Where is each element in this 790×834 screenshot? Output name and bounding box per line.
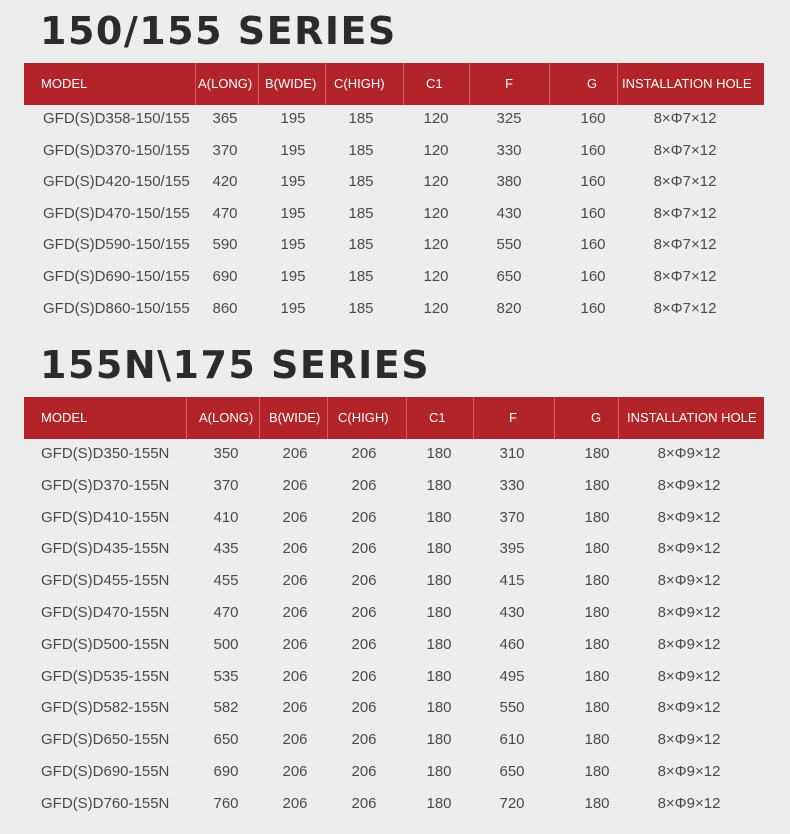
table-row (0, 692, 790, 724)
g-cell: 160 (580, 204, 606, 222)
table-row (0, 597, 790, 629)
c1-cell: 180 (426, 763, 452, 780)
a-long-cell: 860 (212, 299, 238, 317)
column-header-g: G (587, 76, 598, 91)
f-cell: 460 (499, 635, 525, 653)
f-cell: 395 (499, 540, 525, 558)
c-high-cell: 206 (351, 445, 377, 462)
c1-cell: 180 (426, 540, 452, 558)
f-cell: 325 (496, 110, 522, 127)
c-high-cell: 185 (348, 141, 374, 159)
table-header (24, 397, 764, 439)
column-header-c1: C1 (429, 410, 446, 425)
table-row (0, 438, 790, 470)
c-high-cell: 206 (351, 635, 377, 653)
c-high-cell: 206 (351, 540, 377, 558)
g-cell: 180 (584, 604, 610, 621)
c1-cell: 180 (426, 667, 452, 685)
b-wide-cell: 195 (280, 299, 306, 317)
model-cell: GFD(S)D420-150/155 (43, 173, 190, 191)
installation-hole-cell: 8×Φ9×12 (657, 508, 721, 526)
g-cell: 180 (584, 667, 610, 685)
c-high-cell: 185 (348, 236, 374, 254)
model-cell: GFD(S)D370-155N (41, 476, 170, 494)
b-wide-cell: 206 (282, 731, 308, 749)
b-wide-cell: 195 (280, 141, 306, 159)
table-row (0, 293, 790, 325)
c1-cell: 180 (426, 794, 452, 812)
b-wide-cell: 206 (282, 508, 308, 526)
installation-hole-cell: 8×Φ7×12 (653, 236, 717, 254)
g-cell: 180 (584, 635, 610, 653)
table-row (0, 198, 790, 230)
model-cell: GFD(S)D760-155N (41, 794, 170, 812)
column-header-c-high: C(HIGH) (334, 76, 385, 91)
f-cell: 650 (499, 763, 525, 780)
column-divider (618, 397, 619, 439)
installation-hole-cell: 8×Φ9×12 (657, 540, 721, 558)
a-long-cell: 370 (212, 141, 238, 159)
a-long-cell: 500 (213, 635, 239, 653)
g-cell: 160 (580, 141, 606, 159)
installation-hole-cell: 8×Φ7×12 (653, 299, 717, 317)
a-long-cell: 690 (212, 268, 238, 285)
g-cell: 160 (580, 110, 606, 127)
model-cell: GFD(S)D500-155N (41, 635, 170, 653)
f-cell: 380 (496, 173, 522, 191)
column-divider (403, 63, 404, 105)
g-cell: 180 (584, 572, 610, 590)
c1-cell: 120 (423, 236, 449, 254)
table-row (0, 103, 790, 135)
b-wide-cell: 206 (282, 476, 308, 494)
a-long-cell: 470 (213, 604, 239, 621)
column-divider (406, 397, 407, 439)
table-row (0, 135, 790, 167)
c1-cell: 120 (423, 268, 449, 285)
table-row (0, 261, 790, 293)
f-cell: 330 (496, 141, 522, 159)
column-divider (554, 397, 555, 439)
f-cell: 415 (499, 572, 525, 590)
column-divider (473, 397, 474, 439)
c-high-cell: 206 (351, 794, 377, 812)
c-high-cell: 206 (351, 699, 377, 717)
f-cell: 610 (499, 731, 525, 749)
g-cell: 160 (580, 299, 606, 317)
f-cell: 330 (499, 476, 525, 494)
c-high-cell: 185 (348, 268, 374, 285)
g-cell: 160 (580, 236, 606, 254)
table-row (0, 533, 790, 565)
b-wide-cell: 206 (282, 794, 308, 812)
model-cell: GFD(S)D370-150/155 (43, 141, 190, 159)
b-wide-cell: 206 (282, 635, 308, 653)
table-row (0, 229, 790, 261)
f-cell: 495 (499, 667, 525, 685)
c-high-cell: 206 (351, 667, 377, 685)
installation-hole-cell: 8×Φ9×12 (657, 731, 721, 749)
b-wide-cell: 206 (282, 763, 308, 780)
c1-cell: 180 (426, 699, 452, 717)
column-header-a-long: A(LONG) (198, 76, 253, 91)
c1-cell: 120 (423, 204, 449, 222)
a-long-cell: 470 (212, 204, 238, 222)
a-long-cell: 365 (212, 110, 238, 127)
a-long-cell: 760 (213, 794, 239, 812)
column-header-c-high: C(HIGH) (338, 410, 389, 425)
c-high-cell: 206 (351, 604, 377, 621)
column-divider (195, 63, 196, 105)
installation-hole-cell: 8×Φ9×12 (657, 572, 721, 590)
column-divider (617, 63, 618, 105)
column-divider (325, 63, 326, 105)
table-row (0, 756, 790, 788)
model-cell: GFD(S)D590-150/155 (43, 236, 190, 254)
c-high-cell: 206 (351, 476, 377, 494)
installation-hole-cell: 8×Φ9×12 (657, 763, 721, 780)
f-cell: 720 (499, 794, 525, 812)
model-cell: GFD(S)D410-155N (41, 508, 170, 526)
b-wide-cell: 195 (280, 173, 306, 191)
c1-cell: 180 (426, 604, 452, 621)
model-cell: GFD(S)D358-150/155 (43, 110, 190, 127)
c-high-cell: 185 (348, 110, 374, 127)
installation-hole-cell: 8×Φ7×12 (653, 110, 717, 127)
c1-cell: 180 (426, 572, 452, 590)
series-title: 155N\175 SERIES (40, 343, 431, 387)
model-cell: GFD(S)D582-155N (41, 699, 170, 717)
f-cell: 370 (499, 508, 525, 526)
model-cell: GFD(S)D455-155N (41, 572, 170, 590)
table-row (0, 788, 790, 820)
column-header-b-wide: B(WIDE) (269, 410, 321, 425)
g-cell: 180 (584, 445, 610, 462)
column-header-c1: C1 (426, 76, 443, 91)
column-header-installation-hole: INSTALLATION HOLE (627, 410, 757, 425)
model-cell: GFD(S)D470-155N (41, 604, 170, 621)
g-cell: 180 (584, 763, 610, 780)
c-high-cell: 185 (348, 204, 374, 222)
a-long-cell: 650 (213, 731, 239, 749)
c1-cell: 180 (426, 508, 452, 526)
model-cell: GFD(S)D690-155N (41, 763, 170, 780)
installation-hole-cell: 8×Φ7×12 (653, 268, 717, 285)
column-divider (259, 397, 260, 439)
model-cell: GFD(S)D535-155N (41, 667, 170, 685)
c1-cell: 180 (426, 731, 452, 749)
a-long-cell: 455 (213, 572, 239, 590)
b-wide-cell: 206 (282, 540, 308, 558)
column-header-model: MODEL (41, 76, 88, 91)
g-cell: 180 (584, 731, 610, 749)
a-long-cell: 582 (213, 699, 239, 717)
installation-hole-cell: 8×Φ7×12 (653, 173, 717, 191)
installation-hole-cell: 8×Φ9×12 (657, 794, 721, 812)
table-row (0, 724, 790, 756)
column-header-f: F (509, 410, 517, 425)
g-cell: 180 (584, 508, 610, 526)
table-row (0, 629, 790, 661)
installation-hole-cell: 8×Φ9×12 (657, 699, 721, 717)
f-cell: 310 (499, 445, 525, 462)
c1-cell: 120 (423, 299, 449, 317)
installation-hole-cell: 8×Φ7×12 (653, 141, 717, 159)
c1-cell: 180 (426, 635, 452, 653)
b-wide-cell: 206 (282, 699, 308, 717)
table-row (0, 502, 790, 534)
c1-cell: 180 (426, 445, 452, 462)
installation-hole-cell: 8×Φ9×12 (657, 635, 721, 653)
f-cell: 430 (496, 204, 522, 222)
column-divider (258, 63, 259, 105)
a-long-cell: 420 (212, 173, 238, 191)
table-row (0, 470, 790, 502)
a-long-cell: 370 (213, 476, 239, 494)
f-cell: 820 (496, 299, 522, 317)
c-high-cell: 185 (348, 299, 374, 317)
series-title: 150/155 SERIES (40, 9, 397, 53)
column-header-installation-hole: INSTALLATION HOLE (622, 76, 752, 91)
column-header-model: MODEL (41, 410, 88, 425)
f-cell: 550 (496, 236, 522, 254)
b-wide-cell: 195 (280, 204, 306, 222)
a-long-cell: 410 (213, 508, 239, 526)
b-wide-cell: 195 (280, 110, 306, 127)
c-high-cell: 185 (348, 173, 374, 191)
g-cell: 180 (584, 476, 610, 494)
installation-hole-cell: 8×Φ9×12 (657, 667, 721, 685)
table-row (0, 166, 790, 198)
column-divider (469, 63, 470, 105)
c1-cell: 120 (423, 173, 449, 191)
c-high-cell: 206 (351, 572, 377, 590)
column-header-g: G (591, 410, 602, 425)
b-wide-cell: 206 (282, 572, 308, 590)
model-cell: GFD(S)D690-150/155 (43, 268, 190, 285)
a-long-cell: 690 (213, 763, 239, 780)
a-long-cell: 535 (213, 667, 239, 685)
b-wide-cell: 195 (280, 236, 306, 254)
column-divider (549, 63, 550, 105)
column-header-f: F (505, 76, 513, 91)
table-row (0, 661, 790, 693)
c1-cell: 180 (426, 476, 452, 494)
b-wide-cell: 206 (282, 667, 308, 685)
b-wide-cell: 206 (282, 604, 308, 621)
column-header-b-wide: B(WIDE) (265, 76, 317, 91)
g-cell: 180 (584, 699, 610, 717)
a-long-cell: 590 (212, 236, 238, 254)
c-high-cell: 206 (351, 763, 377, 780)
installation-hole-cell: 8×Φ7×12 (653, 204, 717, 222)
c-high-cell: 206 (351, 731, 377, 749)
f-cell: 550 (499, 699, 525, 717)
c1-cell: 120 (423, 110, 449, 127)
column-divider (186, 397, 187, 439)
column-divider (327, 397, 328, 439)
table-header (24, 63, 764, 105)
table-row (0, 565, 790, 597)
b-wide-cell: 206 (282, 445, 308, 462)
column-header-a-long: A(LONG) (199, 410, 254, 425)
g-cell: 180 (584, 540, 610, 558)
model-cell: GFD(S)D860-150/155 (43, 299, 190, 317)
c1-cell: 120 (423, 141, 449, 159)
installation-hole-cell: 8×Φ9×12 (657, 476, 721, 494)
installation-hole-cell: 8×Φ9×12 (657, 604, 721, 621)
b-wide-cell: 195 (280, 268, 306, 285)
f-cell: 430 (499, 604, 525, 621)
model-cell: GFD(S)D470-150/155 (43, 204, 190, 222)
model-cell: GFD(S)D350-155N (41, 445, 170, 462)
model-cell: GFD(S)D650-155N (41, 731, 170, 749)
a-long-cell: 435 (213, 540, 239, 558)
g-cell: 160 (580, 173, 606, 191)
a-long-cell: 350 (213, 445, 239, 462)
c-high-cell: 206 (351, 508, 377, 526)
f-cell: 650 (496, 268, 522, 285)
g-cell: 160 (580, 268, 606, 285)
model-cell: GFD(S)D435-155N (41, 540, 170, 558)
installation-hole-cell: 8×Φ9×12 (657, 445, 721, 462)
g-cell: 180 (584, 794, 610, 812)
